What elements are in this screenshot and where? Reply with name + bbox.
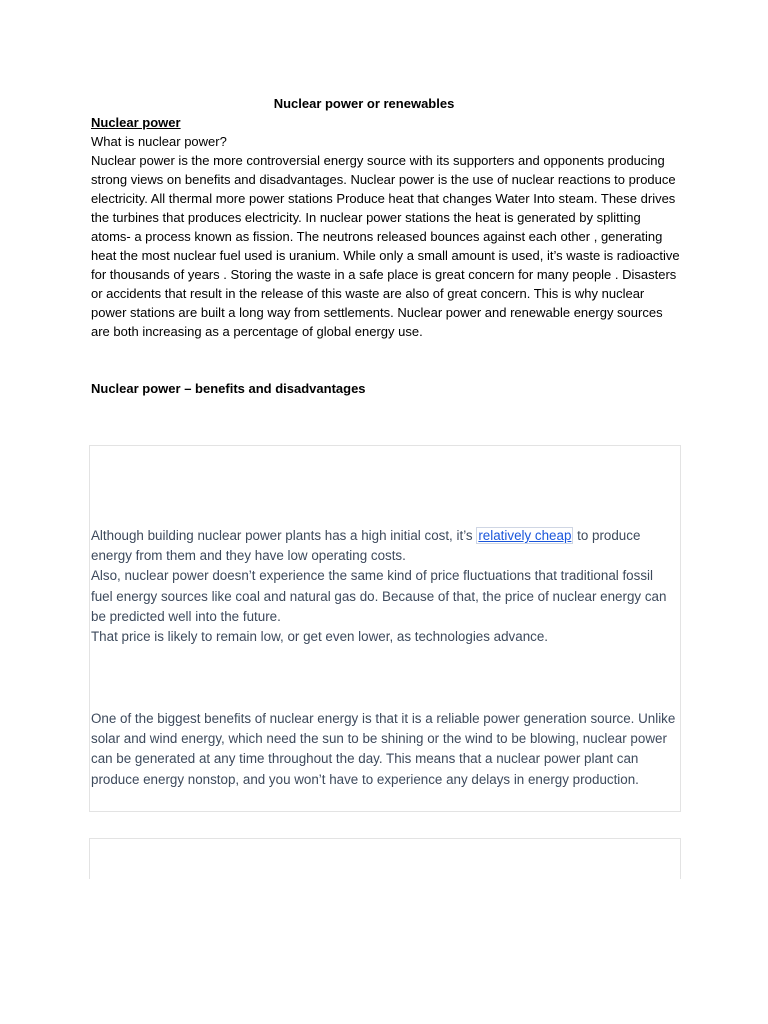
reliability-quote-text: One of the biggest benefits of nuclear energy is that it is a reliable power generation source. Unlike solar and wind energy, which need the sun to be shining or the wind to be blowing, nuclear power can be generated at any time throughout the day. This means that a nuclear power plant can produce energy nonstop, and you won’t have to experience any delays in energy production. [91,711,676,787]
price-fluctuation-text: Also, nuclear power doesn’t experience the same kind of price fluctuations that traditional fossil fuel energy sources like coal and natural gas do. Because of that, the price of nuclear energy can be predicted well into the future. [91,568,667,624]
benefits-heading: Nuclear power – benefits and disadvantages [91,381,366,396]
cost-quote-text [91,526,677,647]
document-title: Nuclear power or renewables [273,96,455,111]
question-line: What is nuclear power? [91,134,227,149]
quote-box-next [89,838,681,879]
relatively-cheap-link[interactable]: relatively cheap [478,528,572,543]
cost-text-after-link: to produce energy from them and they have low operating costs. [91,528,641,564]
section-heading: Nuclear power [91,115,181,130]
cost-text-before-link: Although building nuclear power plants has a high initial cost, it’s [91,528,477,543]
intro-paragraph: Nuclear power is the more controversial energy source with its supporters and opponents producing strong views on benefits and disadvantages. Nuclear power is the use of nuclear reactions to produce electricity. All thermal more power stations Produce heat that changes Water Into steam. These drives the turbines that produces electricity. In nuclear power stations the heat is generated by splitting atoms- a process known as fission. The neutrons released bounces against each other , generating heat the most nuclear fuel used is uranium. While only a small amount is used, it’s waste is radioactive for thousands of years . Storing the waste in a safe place is great concern for many people . Disasters or accidents that result in the release of this waste are also of great concern. This is why nuclear power stations are built a long way from settlements. Nuclear power and renewable energy sources are both increasing as a percentage of global energy use. [91,153,680,339]
quote-box-cost-reliability [89,445,681,812]
price-outlook-text: That price is likely to remain low, or get even lower, as technologies advance. [91,629,549,645]
